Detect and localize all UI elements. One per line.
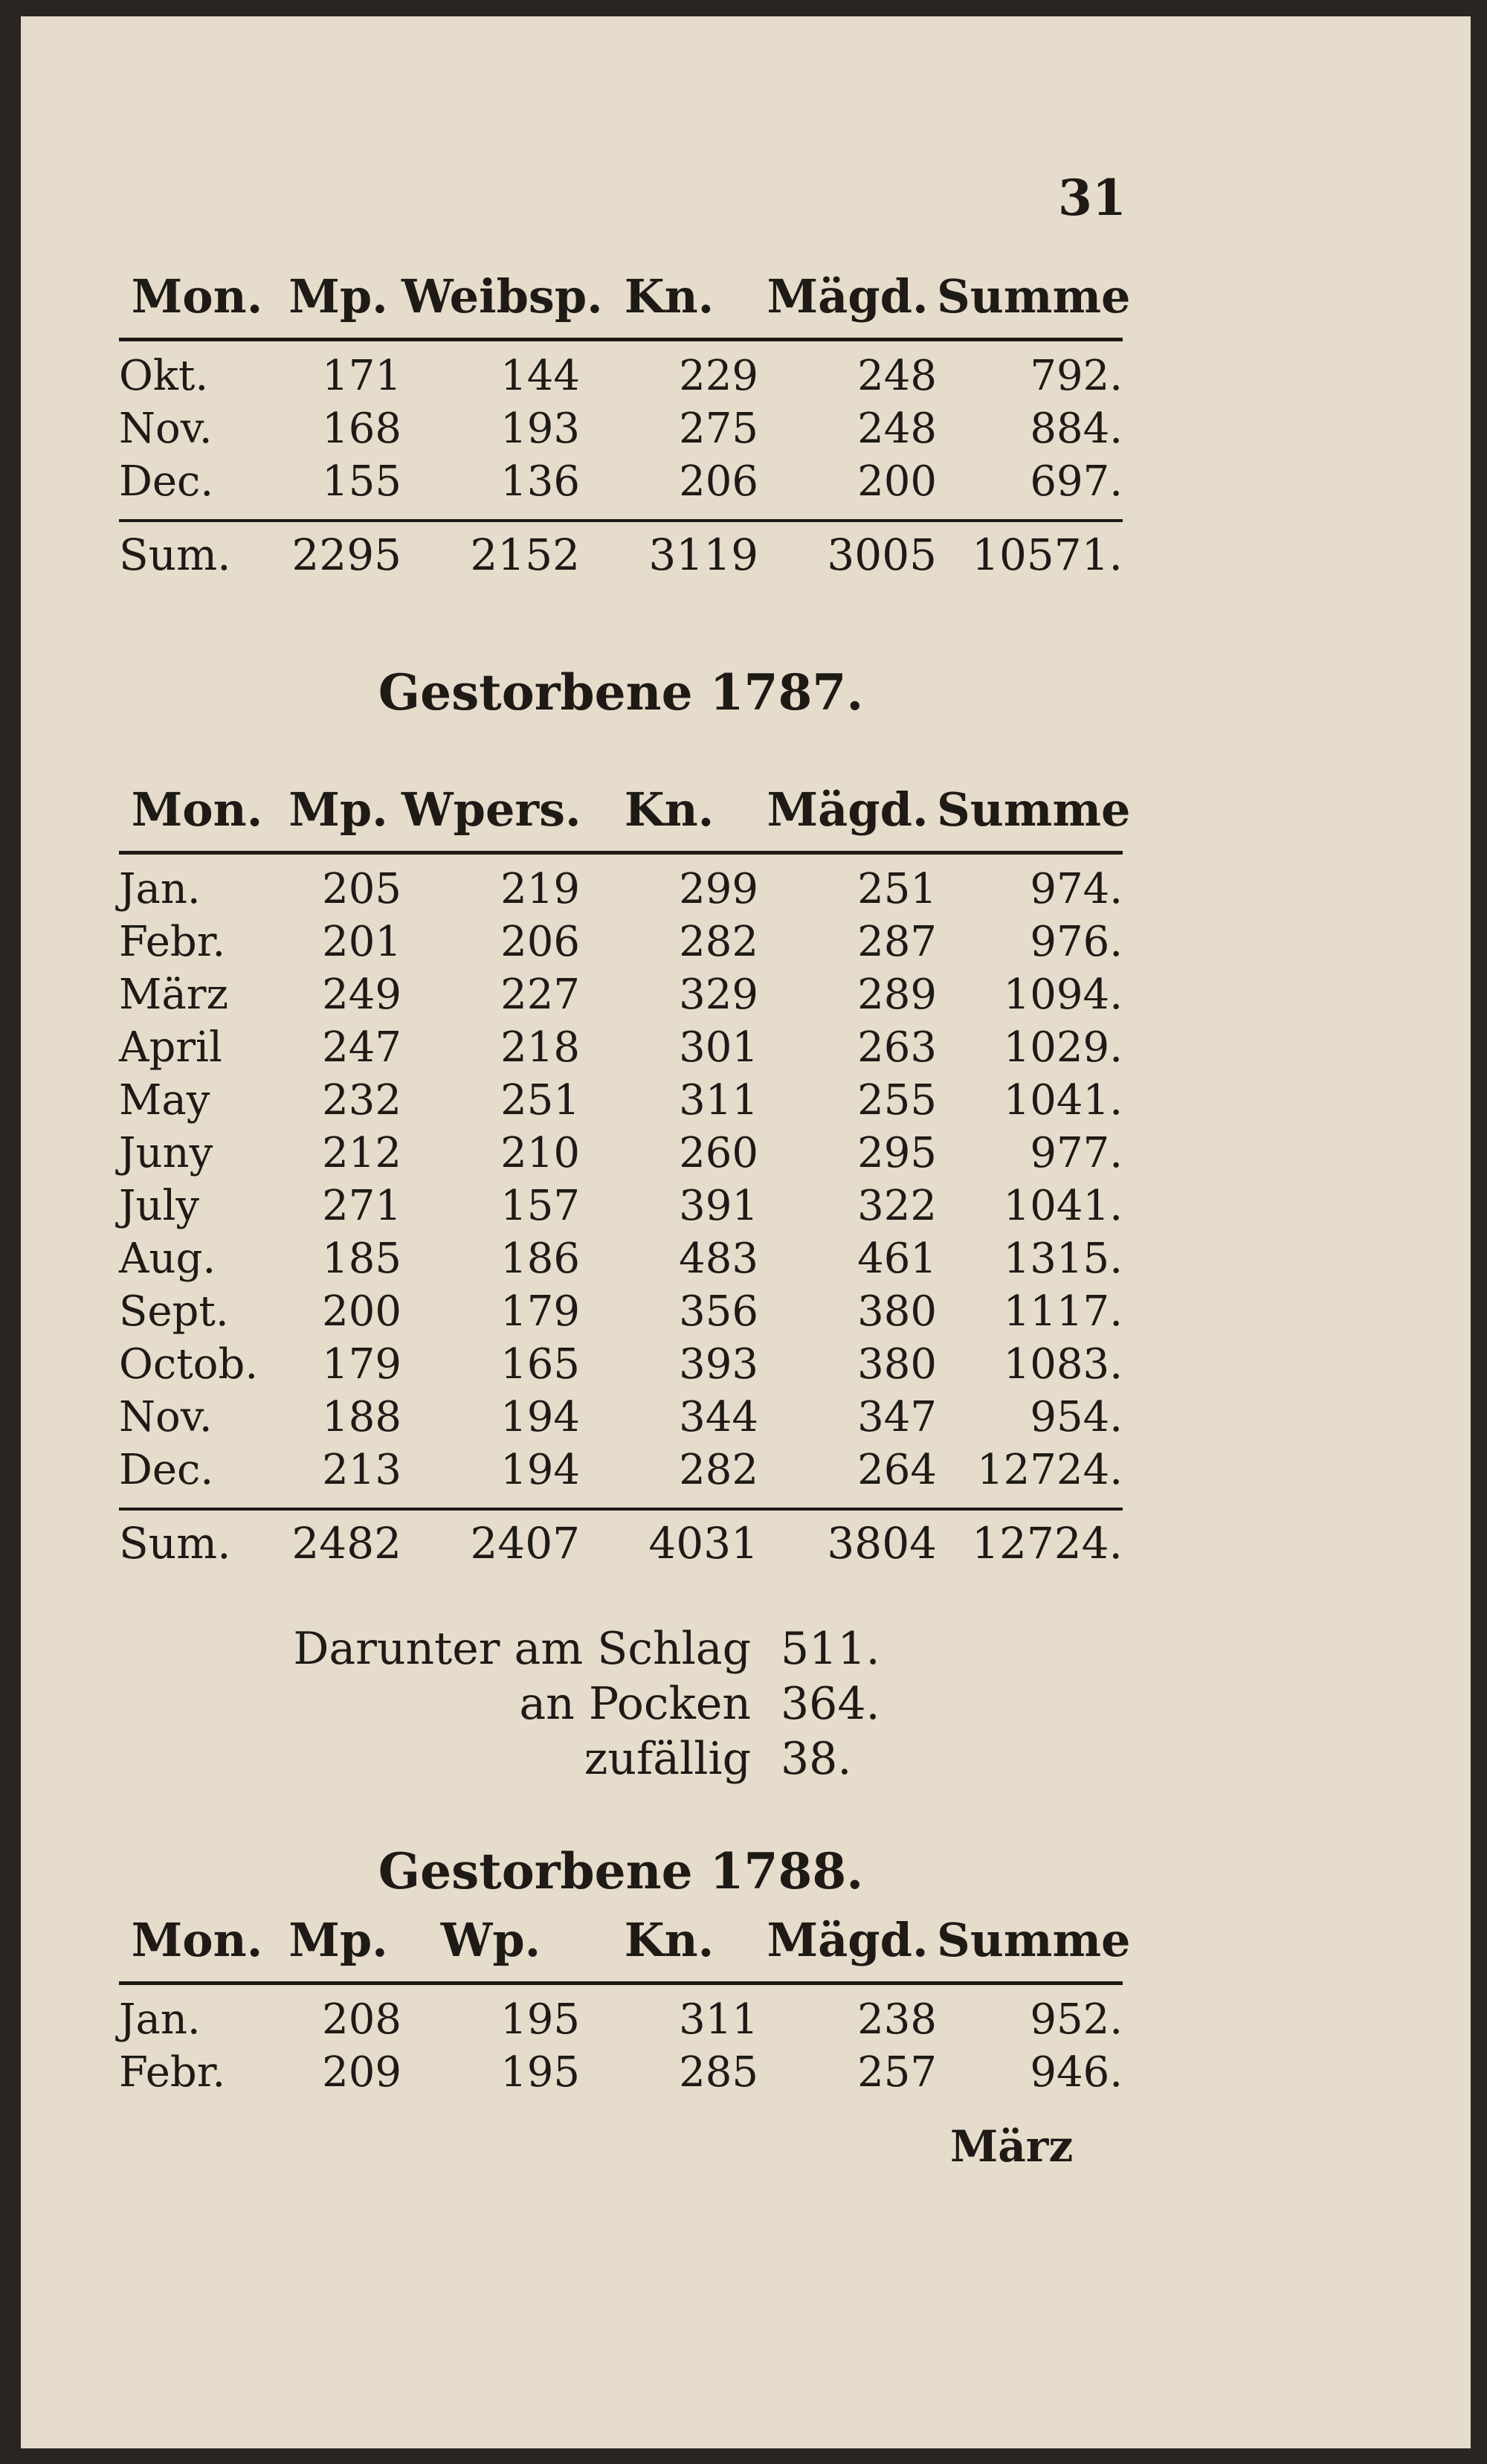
cell-month: Febr. <box>119 2048 226 2097</box>
cause-row <box>119 1678 929 1733</box>
sum-cell: 2407 <box>470 1518 580 1569</box>
sum-cell: 2152 <box>470 530 580 580</box>
cell: 977. <box>1030 1129 1123 1177</box>
cell: 289 <box>857 971 937 1019</box>
cell: 976. <box>1030 918 1123 966</box>
cell: 185 <box>322 1235 401 1283</box>
cell: 247 <box>322 1023 401 1072</box>
cell: 697. <box>1030 457 1123 506</box>
section-heading-1787: Gestorbene 1787. <box>378 663 864 721</box>
cell: 251 <box>857 865 937 913</box>
cell: 1041. <box>1003 1076 1123 1125</box>
sum-row <box>119 530 1123 596</box>
sum-rule <box>119 519 1123 522</box>
causes-of-death <box>119 1623 929 1788</box>
cell-month: Dec. <box>119 1446 214 1494</box>
cell: 311 <box>679 1995 758 2044</box>
cell: 200 <box>322 1287 401 1336</box>
cell-month: März <box>119 971 228 1019</box>
cell: 792. <box>1030 352 1123 400</box>
cell: 461 <box>857 1235 937 1283</box>
cell: 275 <box>679 405 758 453</box>
cell: 227 <box>500 971 580 1019</box>
header-men: Mp. <box>288 1913 388 1967</box>
cell: 295 <box>857 1129 937 1177</box>
cell: 954. <box>1030 1393 1123 1441</box>
table-row <box>119 352 1123 405</box>
header-boys: Kn. <box>624 1913 715 1967</box>
cell: 179 <box>500 1287 580 1336</box>
cause-value: 364. <box>781 1678 880 1730</box>
cell: 483 <box>679 1235 758 1283</box>
cell: 251 <box>500 1076 580 1125</box>
cell-month: Nov. <box>119 1393 213 1441</box>
table-header <box>119 782 1131 849</box>
sum-cell: 2482 <box>291 1518 401 1569</box>
header-girls: Mägd. <box>767 1913 929 1967</box>
cell: 232 <box>322 1076 401 1125</box>
cause-value: 511. <box>781 1623 880 1675</box>
table-deaths-1788 <box>119 1913 1131 2101</box>
cell: 208 <box>322 1995 401 2044</box>
header-sum: Summe <box>937 782 1131 837</box>
table-row <box>119 1995 1123 2048</box>
cell: 380 <box>857 1340 937 1389</box>
cell: 1041. <box>1003 1182 1123 1230</box>
header-men: Mp. <box>288 782 388 837</box>
cell: 974. <box>1030 865 1123 913</box>
cell: 171 <box>322 352 401 400</box>
cell-month: Juny <box>119 1129 213 1177</box>
cell-month: May <box>119 1076 210 1125</box>
cell: 329 <box>679 971 758 1019</box>
catchword: März <box>950 2121 1074 2172</box>
header-rule <box>119 1981 1123 1985</box>
cell: 356 <box>679 1287 758 1336</box>
table-row <box>119 1235 1123 1287</box>
cell: 205 <box>322 865 401 913</box>
sum-cell: 3005 <box>827 530 937 580</box>
cell: 194 <box>500 1446 580 1494</box>
cause-row <box>119 1623 929 1678</box>
cell-month: Nov. <box>119 405 213 453</box>
cell: 257 <box>857 2048 937 2097</box>
cell: 380 <box>857 1287 937 1336</box>
cell-month: Febr. <box>119 918 226 966</box>
cell: 271 <box>322 1182 401 1230</box>
cell: 168 <box>322 405 401 453</box>
section-heading-1788: Gestorbene 1788. <box>378 1842 864 1900</box>
cell: 282 <box>679 1446 758 1494</box>
cell: 186 <box>500 1235 580 1283</box>
cell: 209 <box>322 2048 401 2097</box>
cell: 299 <box>679 865 758 913</box>
sum-cell: 12724. <box>972 1518 1123 1569</box>
cell: 248 <box>857 352 937 400</box>
cell: 12724. <box>977 1446 1123 1494</box>
cell: 195 <box>500 2048 580 2097</box>
cell: 144 <box>500 352 580 400</box>
header-women: Wp. <box>440 1913 541 1967</box>
cell: 206 <box>500 918 580 966</box>
header-month: Mon. <box>131 782 263 837</box>
cause-label: Darunter am Schlag <box>293 1623 751 1675</box>
cell: 201 <box>322 918 401 966</box>
header-women: Wpers. <box>401 782 581 837</box>
table-row <box>119 865 1123 918</box>
table-row <box>119 1393 1123 1446</box>
cell: 194 <box>500 1393 580 1441</box>
header-women: Weibsp. <box>401 269 603 324</box>
sum-row <box>119 1518 1123 1585</box>
cause-row <box>119 1733 929 1788</box>
table-row <box>119 2048 1123 2101</box>
cause-value: 38. <box>781 1733 852 1785</box>
header-men: Mp. <box>288 269 388 324</box>
cell: 1029. <box>1003 1023 1123 1072</box>
cell: 188 <box>322 1393 401 1441</box>
table-row <box>119 971 1123 1023</box>
cell-month: April <box>119 1023 222 1072</box>
cell: 136 <box>500 457 580 506</box>
cell: 213 <box>322 1446 401 1494</box>
cell: 157 <box>500 1182 580 1230</box>
table-row <box>119 1076 1123 1129</box>
header-girls: Mägd. <box>767 269 929 324</box>
table-row <box>119 1023 1123 1076</box>
cause-label: an Pocken <box>519 1678 751 1730</box>
cell: 1315. <box>1003 1235 1123 1283</box>
table-header <box>119 1913 1131 1980</box>
cell: 264 <box>857 1446 937 1494</box>
cell: 249 <box>322 971 401 1019</box>
sum-cell: 3119 <box>648 530 758 580</box>
table-row <box>119 1182 1123 1235</box>
cell: 311 <box>679 1076 758 1125</box>
cell: 391 <box>679 1182 758 1230</box>
page-number: 31 <box>1058 169 1126 227</box>
cell: 1094. <box>1003 971 1123 1019</box>
header-girls: Mägd. <box>767 782 929 837</box>
cell-month: Sept. <box>119 1287 229 1336</box>
header-boys: Kn. <box>624 269 715 324</box>
cell-month: Dec. <box>119 457 214 506</box>
header-rule <box>119 338 1123 341</box>
cell-month: Aug. <box>119 1235 216 1283</box>
cell: 210 <box>500 1129 580 1177</box>
table-row <box>119 1340 1123 1393</box>
cell: 1117. <box>1003 1287 1123 1336</box>
cell-month: Octob. <box>119 1340 259 1389</box>
cell: 193 <box>500 405 580 453</box>
cause-label: zufällig <box>584 1733 751 1785</box>
table-deaths-1787 <box>119 782 1131 1585</box>
cell: 344 <box>679 1393 758 1441</box>
sum-label: Sum. <box>119 530 231 580</box>
cell: 260 <box>679 1129 758 1177</box>
sum-rule <box>119 1508 1123 1511</box>
cell: 248 <box>857 405 937 453</box>
cell: 322 <box>857 1182 937 1230</box>
sum-cell: 10571. <box>972 530 1123 580</box>
cell: 179 <box>322 1340 401 1389</box>
table-row <box>119 1287 1123 1340</box>
header-sum: Summe <box>937 1913 1131 1967</box>
cell: 946. <box>1030 2048 1123 2097</box>
table-row <box>119 457 1123 510</box>
cell: 165 <box>500 1340 580 1389</box>
cell-month: Jan. <box>119 865 201 913</box>
table-row <box>119 1129 1123 1182</box>
sum-cell: 3804 <box>827 1518 937 1569</box>
cell: 263 <box>857 1023 937 1072</box>
cell: 301 <box>679 1023 758 1072</box>
cell: 218 <box>500 1023 580 1072</box>
book-page <box>21 16 1471 2448</box>
header-sum: Summe <box>937 269 1131 324</box>
table-row <box>119 1446 1123 1499</box>
cell: 219 <box>500 865 580 913</box>
header-boys: Kn. <box>624 782 715 837</box>
cell: 200 <box>857 457 937 506</box>
cell: 287 <box>857 918 937 966</box>
cell-month: Jan. <box>119 1995 201 2044</box>
sum-cell: 2295 <box>291 530 401 580</box>
cell: 1083. <box>1003 1340 1123 1389</box>
cell: 952. <box>1030 1995 1123 2044</box>
sum-cell: 4031 <box>648 1518 758 1569</box>
cell: 195 <box>500 1995 580 2044</box>
sum-label: Sum. <box>119 1518 231 1569</box>
cell: 285 <box>679 2048 758 2097</box>
cell: 206 <box>679 457 758 506</box>
header-month: Mon. <box>131 1913 263 1967</box>
cell: 255 <box>857 1076 937 1125</box>
cell: 238 <box>857 1995 937 2044</box>
header-month: Mon. <box>131 269 263 324</box>
cell: 884. <box>1030 405 1123 453</box>
table-row <box>119 918 1123 971</box>
cell: 282 <box>679 918 758 966</box>
cell-month: Okt. <box>119 352 209 400</box>
cell: 347 <box>857 1393 937 1441</box>
cell: 393 <box>679 1340 758 1389</box>
header-rule <box>119 851 1123 855</box>
table-1787-births-continuation <box>119 269 1131 596</box>
cell: 229 <box>679 352 758 400</box>
table-header <box>119 269 1131 336</box>
cell-month: July <box>119 1182 200 1230</box>
table-row <box>119 405 1123 457</box>
cell: 212 <box>322 1129 401 1177</box>
cell: 155 <box>322 457 401 506</box>
